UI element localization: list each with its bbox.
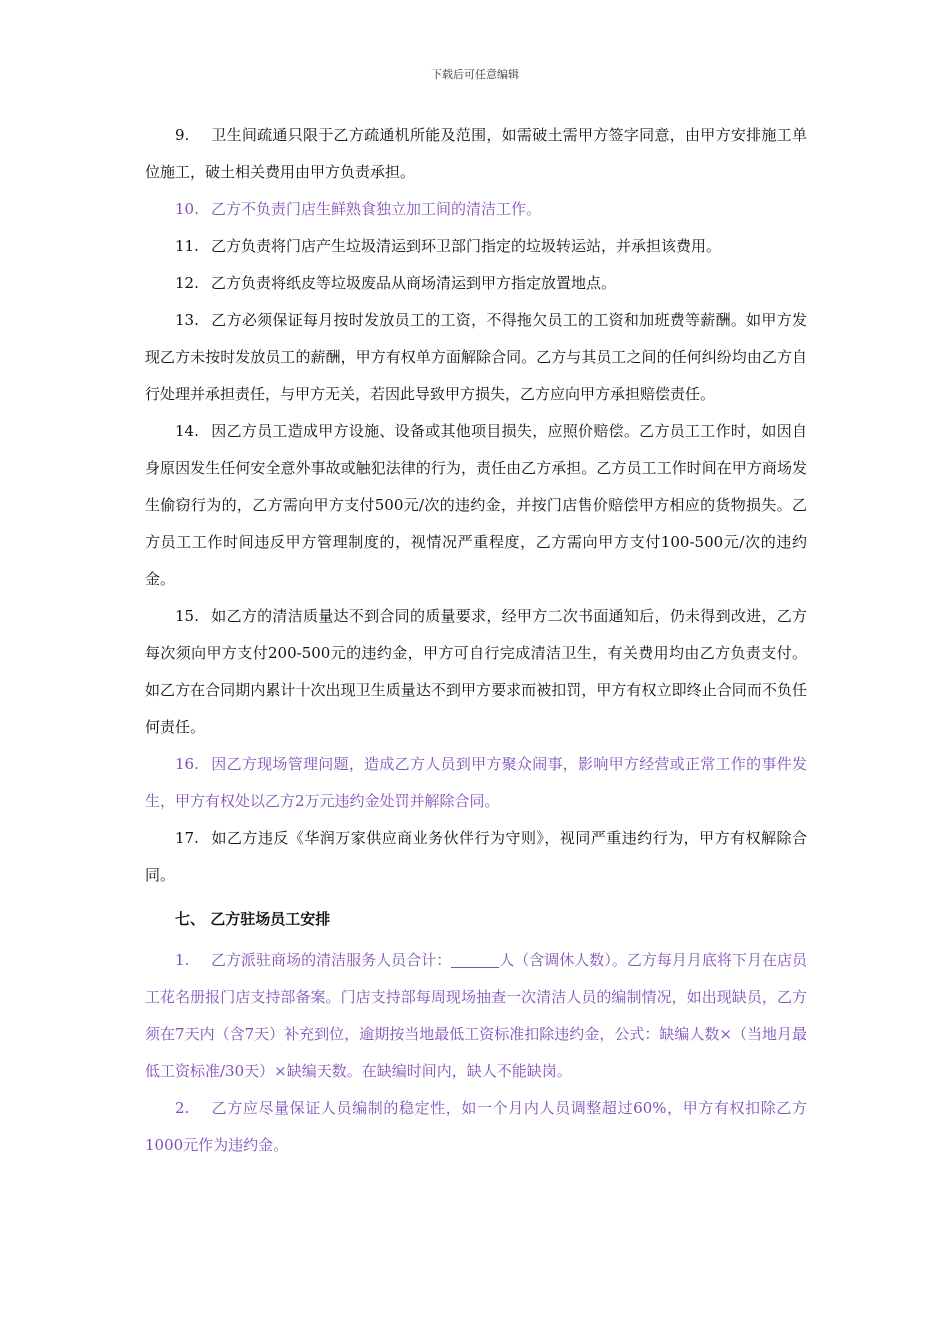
fill-in-blank <box>451 951 499 968</box>
clause-number: 14. <box>175 422 199 440</box>
clause-10 <box>145 191 807 228</box>
clause-number: 1. <box>175 951 190 969</box>
clause-number: 13. <box>175 311 199 329</box>
staffing-clause-1 <box>145 942 807 1090</box>
clause-9 <box>145 117 807 191</box>
clause-number: 17. <box>175 829 199 847</box>
clause-text: 如乙方违反《华润万家供应商业务伙伴行为守则》，视同严重违约行为，甲方有权解除合同。 <box>145 829 807 884</box>
clause-12 <box>145 265 807 302</box>
clause-text-before-blank: 乙方派驻商场的清洁服务人员合计： <box>211 951 452 969</box>
document-body <box>145 117 807 1164</box>
clause-number: 11. <box>175 237 199 255</box>
section-heading: 七、 乙方驻场员工安排 <box>175 910 331 928</box>
clause-number: 10. <box>175 200 199 218</box>
clause-number: 12. <box>175 274 199 292</box>
page-header: 下载后可任意编辑 <box>431 68 519 81</box>
clause-text: 如乙方的清洁质量达不到合同的质量要求，经甲方二次书面通知后，仍未得到改进，乙方每次须向甲方支付200-500元的违约金，甲方可自行完成清洁卫生，有关费用均由乙方负责支付。如乙方在合同期内累计十次出现卫生质量达不到甲方要求而被扣罚，甲方有权立即终止合同而不负任何责任。 <box>145 607 807 736</box>
clause-text: 因乙方现场管理问题，造成乙方人员到甲方聚众闹事，影响甲方经营或正常工作的事件发生，甲方有权处以乙方2万元违约金处罚并解除合同。 <box>145 755 807 810</box>
clause-15 <box>145 598 807 746</box>
clause-number: 9. <box>175 126 190 144</box>
clause-number: 15. <box>175 607 199 625</box>
staffing-clause-2 <box>145 1090 807 1164</box>
clause-11 <box>145 228 807 265</box>
clause-text: 乙方不负责门店生鲜熟食独立加工间的清洁工作。 <box>211 200 542 218</box>
clause-text-after-blank: 人（含调休人数）。乙方每月月底将下月在店员工花名册报门店支持部备案。门店支持部每周现场抽查一次清洁人员的编制情况，如出现缺员，乙方须在7天内（含7天）补充到位，逾期按当地最低工资标准扣除违约金，公式：缺编人数×（当地月最低工资标准/30天）×缺编天数。在缺编时间内，缺人不能缺岗。 <box>145 951 807 1080</box>
clause-14 <box>145 413 807 598</box>
clause-text: 乙方必须保证每月按时发放员工的工资，不得拖欠员工的工资和加班费等薪酬。如甲方发现乙方未按时发放员工的薪酬，甲方有权单方面解除合同。乙方与其员工之间的任何纠纷均由乙方自行处理并承担责任，与甲方无关，若因此导致甲方损失，乙方应向甲方承担赔偿责任。 <box>145 311 807 403</box>
clause-number: 16. <box>175 755 199 773</box>
clause-text: 乙方负责将门店产生垃圾清运到环卫部门指定的垃圾转运站，并承担该费用。 <box>211 237 722 255</box>
clause-17 <box>145 820 807 894</box>
clause-text: 乙方负责将纸皮等垃圾废品从商场清运到甲方指定放置地点。 <box>211 274 617 292</box>
clause-text: 乙方应尽量保证人员编制的稳定性，如一个月内人员调整超过60%，甲方有权扣除乙方1000元作为违约金。 <box>145 1099 807 1154</box>
clause-13 <box>145 302 807 413</box>
clause-text: 因乙方员工造成甲方设施、设备或其他项目损失，应照价赔偿。乙方员工工作时，如因自身原因发生任何安全意外事故或触犯法律的行为，责任由乙方承担。乙方员工工作时间在甲方商场发生偷窃行为的，乙方需向甲方支付500元/次的违约金，并按门店售价赔偿甲方相应的货物损失。乙方员工工作时间违反甲方管理制度的，视情况严重程度，乙方需向甲方支付100-500元/次的违约金。 <box>145 422 807 588</box>
clause-number: 2. <box>175 1099 190 1117</box>
clause-16 <box>145 746 807 820</box>
clause-text: 卫生间疏通只限于乙方疏通机所能及范围，如需破土需甲方签字同意，由甲方安排施工单位施工，破土相关费用由甲方负责承担。 <box>145 126 807 181</box>
